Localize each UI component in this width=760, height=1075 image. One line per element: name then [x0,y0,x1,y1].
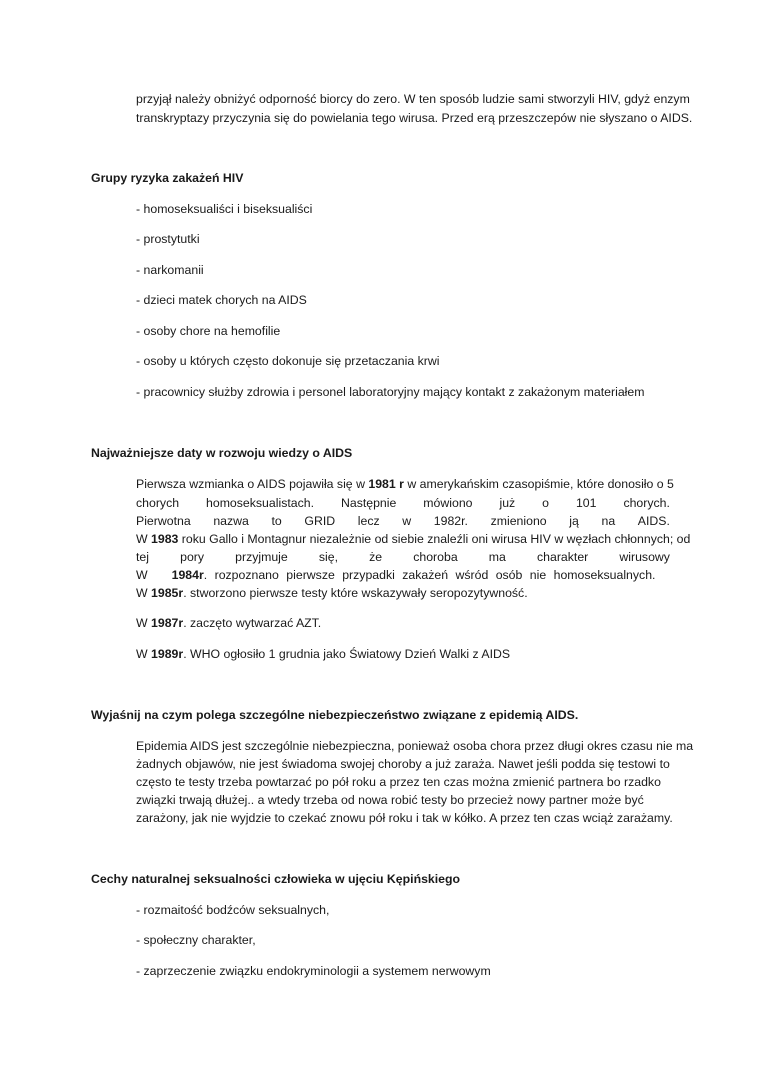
dates-paragraph-line-7: W 1985r. stworzono pierwsze testy które wskazywały seropozytywność. [136,586,528,600]
kepinski-item: - rozmaitość bodźców seksualnych, [136,903,330,917]
dates-paragraph-line-5: tej pory przyjmuje się, że choroba ma charakter wirusowy [136,550,670,564]
risk-group-item: - prostytutki [136,232,200,246]
intro-line-2: transkryptazy przyczynia się do powielania tego wirusa. Przed erą przeszczepów nie słyszano o AIDS. [136,111,693,125]
dates-paragraph-line-4: W 1983 roku Gallo i Montagnur niezależnie od siebie znaleźli oni wirusa HIV w węzłach chłonnych; od [136,532,691,546]
danger-line: często te testy trzeba powtarzać po pół roku a przez ten czas można zmienić partnera bo rzadko [136,775,661,789]
risk-group-item: - homoseksualiści i biseksualiści [136,202,313,216]
danger-line: Epidemia AIDS jest szczególnie niebezpieczna, ponieważ osoba chora przez długi okres czasu nie ma [136,739,694,753]
dates-paragraph-who: W 1989r. WHO ogłosiło 1 grudnia jako Światowy Dzień Walki z AIDS [136,647,511,661]
year-1987: 1987r [151,616,184,630]
dates-paragraph-line-1 [136,475,674,493]
year-1983: 1983 [151,532,179,546]
risk-group-item: - osoby chore na hemofilie [136,324,281,338]
dates-heading: Najważniejsze daty w rozwoju wiedzy o AIDS [91,446,353,460]
risk-groups-heading: Grupy ryzyka zakażeń HIV [91,171,244,185]
dates-paragraph-line-2: chorych homoseksualistach. Następnie mówiono już o 101 chorych. [136,496,670,510]
danger-line: żadnych objawów, nie jest świadoma swojej choroby a już zaraża. Nawet jeśli podda się testowi to [136,757,670,771]
risk-group-item: - dzieci matek chorych na AIDS [136,293,307,307]
danger-line: związki trwają dłużej.. a wtedy trzeba od nowa robić testy bo przecież nowy partner może być [136,793,644,807]
risk-group-item: - osoby u których często dokonuje się przetaczania krwi [136,354,440,368]
danger-line: zarażony, jak nie wyjdzie to czekać znowu pół roku i tak w kółko. A przez ten czas wciąż zarażamy. [136,811,673,825]
year-1984: 1984r [171,568,204,582]
kepinski-heading: Cechy naturalnej seksualności człowieka w ujęciu Kępińskiego [91,872,461,886]
dates-paragraph-line-6: W 1984r. rozpoznano pierwsze przypadki zakażeń wśród osób nie homoseksualnych. [136,568,656,582]
dates-paragraph-line-3: Pierwotna nazwa to GRID lecz w 1982r. zmieniono ją na AIDS. [136,514,670,528]
kepinski-item: - zaprzeczenie związku endokryminologii a systemem nerwowym [136,964,491,978]
risk-group-item: - narkomanii [136,263,204,277]
danger-heading: Wyjaśnij na czym polega szczególne niebezpieczeństwo związane z epidemią AIDS. [91,708,579,722]
year-1985: 1985r [151,586,184,600]
year-1989: 1989r [151,647,184,661]
dates-text: Pierwsza wzmianka o AIDS pojawiła się w 1981 r w amerykańskim czasopiśmie, które donosiło o 5 [136,477,674,491]
kepinski-item: - społeczny charakter, [136,933,256,947]
year-1981: 1981 r [368,477,404,491]
risk-group-item: - pracownicy służby zdrowia i personel laboratoryjny mający kontakt z zakażonym materiałem [136,385,645,399]
intro-line-1: przyjął należy obniżyć odporność biorcy do zero. W ten sposób ludzie sami stworzyli HIV, gdyż enzym [136,92,690,106]
dates-paragraph-azt: W 1987r. zaczęto wytwarzać AZT. [136,616,322,630]
